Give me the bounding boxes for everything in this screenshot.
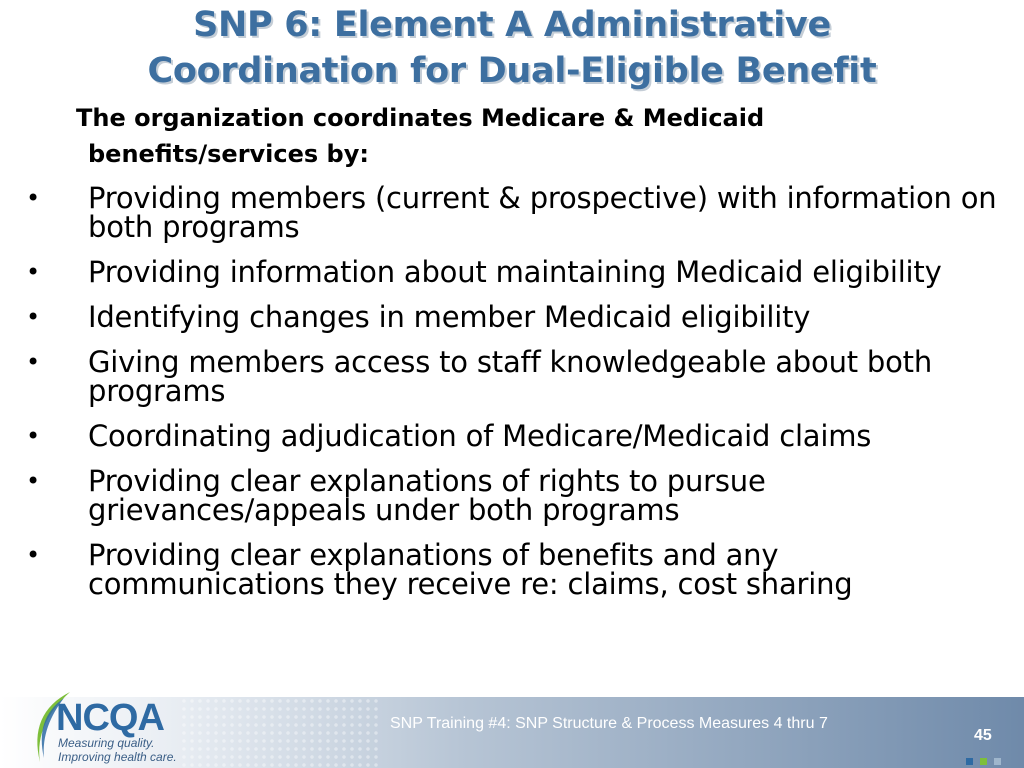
square-icon xyxy=(994,758,1001,765)
logo-wordmark: NCQA xyxy=(56,697,164,739)
bullet-item xyxy=(0,181,1024,244)
ncqa-logo xyxy=(30,688,200,768)
bullet-icon: • xyxy=(26,541,40,569)
bullet-item xyxy=(0,345,1024,408)
bullet-item xyxy=(0,419,1024,453)
bullet-icon: • xyxy=(26,184,40,212)
square-icon xyxy=(966,758,973,765)
footer-text: SNP Training #4: SNP Structure & Process Measures 4 thru 7 xyxy=(390,715,828,732)
bullet-text: Providing members (current & prospective) with information on both programs xyxy=(88,181,997,244)
logo-tagline-2: Improving health care. xyxy=(58,750,177,764)
bullet-text: Giving members access to staff knowledgeable about both programs xyxy=(88,345,933,408)
bullet-icon: • xyxy=(26,303,40,331)
square-icon xyxy=(980,758,987,765)
slide-title-line-1: SNP 6: Element A Administrative xyxy=(193,5,831,45)
bullet-item xyxy=(0,464,1024,527)
slide-title-line-2: Coordination for Dual-Eligible Benefit xyxy=(147,51,877,91)
bullet-text: Providing clear explanations of rights to pursue grievances/appeals under both programs xyxy=(88,464,766,527)
intro-text: The organization coordinates Medicare & Medicaid benefits/services by: xyxy=(76,104,765,168)
bullet-text: Providing clear explanations of benefits and any communications they receive re: claims, cost sharing xyxy=(88,538,853,601)
bullet-text: Providing information about maintaining Medicaid eligibility xyxy=(88,255,942,289)
bullet-icon: • xyxy=(26,422,40,450)
bullet-text: Identifying changes in member Medicaid eligibility xyxy=(88,300,811,334)
page-number: 45 xyxy=(974,727,992,744)
bullet-icon: • xyxy=(26,467,40,495)
bullet-text: Coordinating adjudication of Medicare/Medicaid claims xyxy=(88,419,872,453)
logo-tagline-1: Measuring quality. xyxy=(58,736,155,750)
bullet-icon: • xyxy=(26,348,40,376)
bullet-list xyxy=(0,181,1024,615)
bullet-item xyxy=(0,255,1024,289)
bullet-icon: • xyxy=(26,258,40,286)
decorative-squares xyxy=(966,752,1016,764)
bullet-item xyxy=(0,538,1024,601)
footer-pattern xyxy=(180,697,380,768)
slide-title xyxy=(0,2,1024,94)
bullet-item xyxy=(0,300,1024,334)
